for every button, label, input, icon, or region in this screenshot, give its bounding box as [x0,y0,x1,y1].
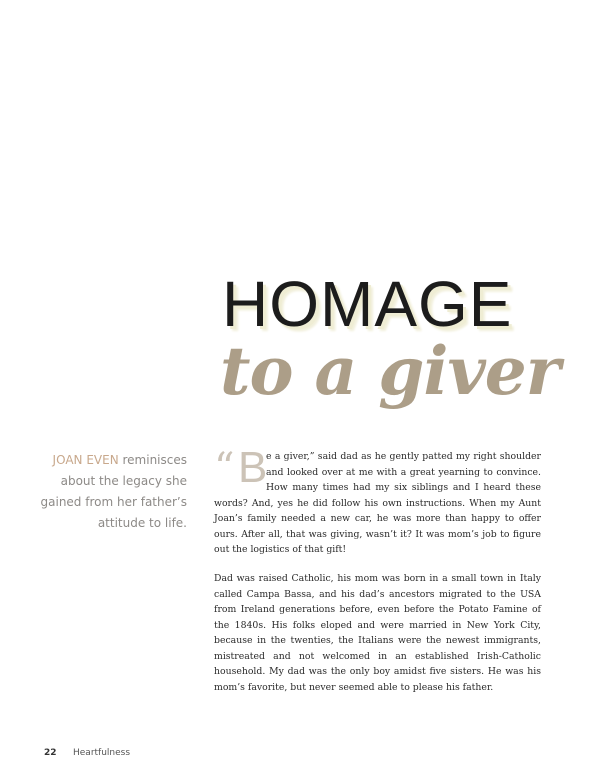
publication-name: Heartfulness [73,748,131,758]
author-name: JOAN EVEN [52,453,119,467]
page-number: 22 [44,748,57,758]
intro-blurb [40,450,187,534]
drop-cap: B [238,443,268,492]
title-main: HOMAGE [222,268,513,340]
article-paragraph-1 [214,445,541,558]
article-paragraph-2: Dad was raised Catholic, his mom was born in a small town in Italy called Campa Bassa, and his dad’s ancestors migrated to the USA from Ireland generations before, even before the Potato Famine of the 1840s. His folks eloped and were married in New York City, because in the twenties, the Italians were the newest immigrants, mistreated and not welcomed in an established Irish-Catholic household. My dad was the only boy amidst five sisters. He was his mom’s favorite, but never seemed able to please his father. [214,573,541,693]
paragraph-1-text: e a giver,” said dad as he gently patted my right shoulder and looked over at me with a great yearning to convince. How many times had my six siblings and I heard these words? And, yes he did follow his own instructions. When my Aunt Joan’s family needed a new car, he was more than happy to offer ours. After all, that was giving, wasn’t it? It was mom’s job to figure out the logistics of that gift! [214,451,541,555]
drop-cap-space [214,445,266,491]
title-subtitle: to a giver [220,332,560,410]
intro-text: reminisces about the legacy she gained from her father’s attitude to life. [40,453,187,530]
open-quote-mark: “ [214,445,235,491]
